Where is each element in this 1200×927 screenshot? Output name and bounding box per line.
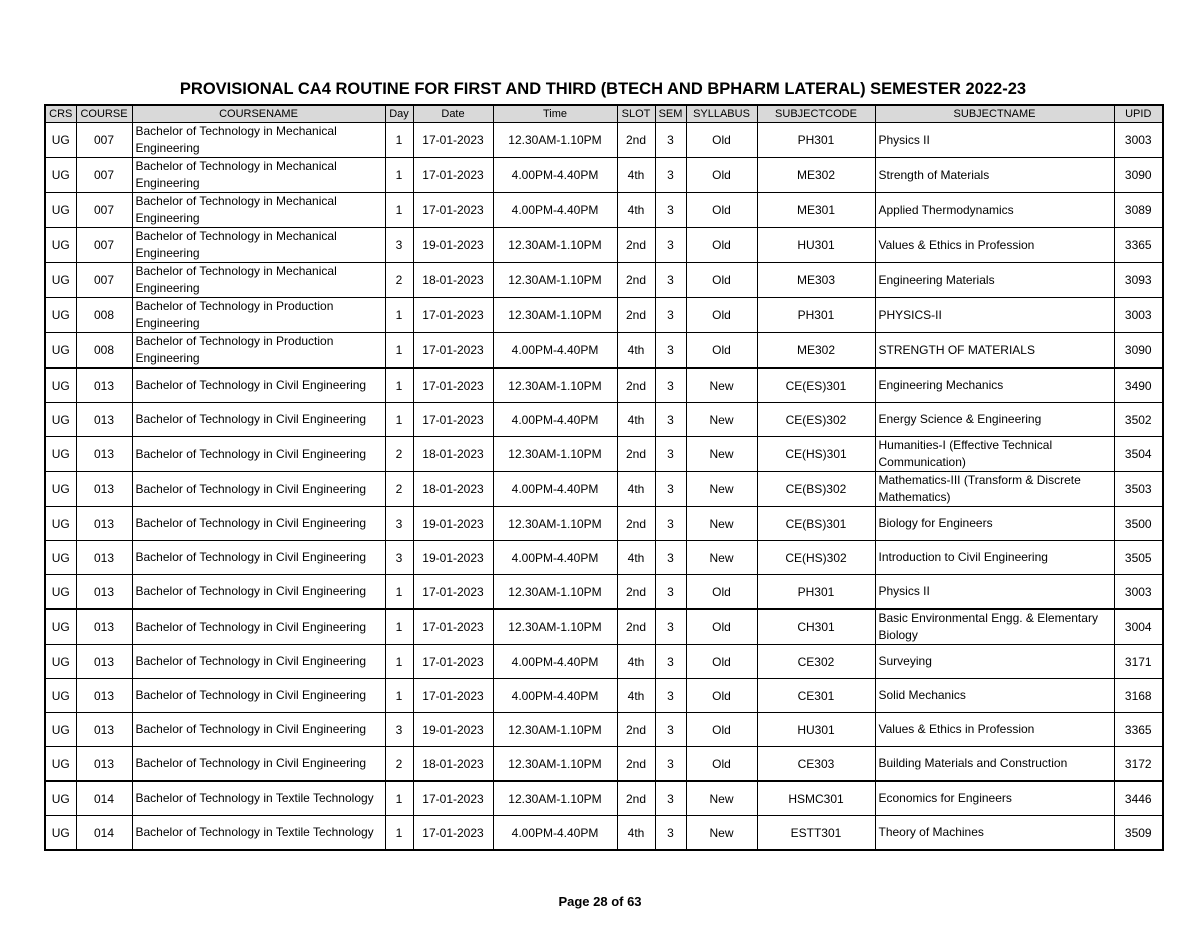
cell-day: 1 <box>385 123 413 158</box>
cell-course: 007 <box>76 228 132 263</box>
cell-slot: 2nd <box>617 298 655 333</box>
cell-course: 014 <box>76 816 132 851</box>
cell-slot: 4th <box>617 679 655 713</box>
table-row <box>45 472 1163 507</box>
cell-date: 19-01-2023 <box>413 541 493 575</box>
cell-coursename: Bachelor of Technology in Civil Engineering <box>132 368 385 403</box>
table-row <box>45 298 1163 333</box>
cell-subjectname: Engineering Materials <box>875 263 1114 298</box>
cell-syllabus: Old <box>686 679 757 713</box>
cell-coursename: Bachelor of Technology in Production Engineering <box>132 333 385 369</box>
cell-day: 1 <box>385 645 413 679</box>
cell-time: 12.30AM-1.10PM <box>493 228 617 263</box>
cell-subjectcode: ESTT301 <box>757 816 875 851</box>
cell-upid: 3509 <box>1114 816 1163 851</box>
table-row <box>45 645 1163 679</box>
cell-crs: UG <box>45 333 76 369</box>
cell-sem: 3 <box>655 403 686 437</box>
cell-subjectcode: PH301 <box>757 123 875 158</box>
cell-subjectcode: ME301 <box>757 193 875 228</box>
cell-upid: 3500 <box>1114 507 1163 541</box>
cell-crs: UG <box>45 228 76 263</box>
cell-time: 12.30AM-1.10PM <box>493 437 617 472</box>
cell-coursename: Bachelor of Technology in Civil Engineering <box>132 679 385 713</box>
cell-coursename: Bachelor of Technology in Civil Engineering <box>132 403 385 437</box>
cell-subjectname: Applied Thermodynamics <box>875 193 1114 228</box>
cell-crs: UG <box>45 472 76 507</box>
cell-syllabus: Old <box>686 298 757 333</box>
cell-coursename: Bachelor of Technology in Civil Engineering <box>132 472 385 507</box>
cell-course: 013 <box>76 507 132 541</box>
cell-crs: UG <box>45 123 76 158</box>
cell-date: 17-01-2023 <box>413 609 493 645</box>
cell-subjectcode: ME303 <box>757 263 875 298</box>
table-row <box>45 679 1163 713</box>
cell-subjectname: Strength of Materials <box>875 158 1114 193</box>
cell-subjectcode: CE302 <box>757 645 875 679</box>
cell-date: 17-01-2023 <box>413 816 493 851</box>
cell-sem: 3 <box>655 368 686 403</box>
cell-date: 17-01-2023 <box>413 368 493 403</box>
cell-subjectname: Basic Environmental Engg. & Elementary Biology <box>875 609 1114 645</box>
cell-subjectname: Introduction to Civil Engineering <box>875 541 1114 575</box>
cell-date: 18-01-2023 <box>413 437 493 472</box>
cell-upid: 3504 <box>1114 437 1163 472</box>
cell-coursename: Bachelor of Technology in Production Engineering <box>132 298 385 333</box>
cell-sem: 3 <box>655 123 686 158</box>
cell-upid: 3090 <box>1114 158 1163 193</box>
cell-subjectcode: CH301 <box>757 609 875 645</box>
cell-coursename: Bachelor of Technology in Mechanical Engineering <box>132 193 385 228</box>
table-row <box>45 368 1163 403</box>
cell-crs: UG <box>45 193 76 228</box>
cell-syllabus: Old <box>686 609 757 645</box>
cell-time: 4.00PM-4.40PM <box>493 403 617 437</box>
cell-day: 1 <box>385 609 413 645</box>
cell-date: 17-01-2023 <box>413 575 493 610</box>
cell-slot: 2nd <box>617 368 655 403</box>
cell-upid: 3168 <box>1114 679 1163 713</box>
cell-sem: 3 <box>655 507 686 541</box>
cell-coursename: Bachelor of Technology in Textile Technology <box>132 816 385 851</box>
cell-crs: UG <box>45 368 76 403</box>
cell-day: 1 <box>385 575 413 610</box>
cell-sem: 3 <box>655 193 686 228</box>
cell-day: 1 <box>385 368 413 403</box>
cell-sem: 3 <box>655 713 686 747</box>
cell-course: 013 <box>76 541 132 575</box>
table-row <box>45 263 1163 298</box>
cell-sem: 3 <box>655 541 686 575</box>
cell-time: 12.30AM-1.10PM <box>493 123 617 158</box>
cell-subjectcode: CE(BS)301 <box>757 507 875 541</box>
cell-slot: 2nd <box>617 507 655 541</box>
cell-day: 1 <box>385 816 413 851</box>
cell-slot: 2nd <box>617 747 655 782</box>
cell-upid: 3004 <box>1114 609 1163 645</box>
cell-coursename: Bachelor of Technology in Civil Engineering <box>132 645 385 679</box>
table-row <box>45 333 1163 369</box>
cell-slot: 2nd <box>617 781 655 816</box>
cell-time: 4.00PM-4.40PM <box>493 645 617 679</box>
cell-sem: 3 <box>655 781 686 816</box>
cell-crs: UG <box>45 679 76 713</box>
col-header-syllabus: SYLLABUS <box>686 105 757 123</box>
cell-time: 12.30AM-1.10PM <box>493 609 617 645</box>
cell-syllabus: New <box>686 507 757 541</box>
cell-slot: 4th <box>617 403 655 437</box>
cell-crs: UG <box>45 263 76 298</box>
cell-upid: 3003 <box>1114 298 1163 333</box>
col-header-time: Time <box>493 105 617 123</box>
cell-crs: UG <box>45 541 76 575</box>
cell-syllabus: New <box>686 437 757 472</box>
cell-crs: UG <box>45 507 76 541</box>
cell-crs: UG <box>45 781 76 816</box>
cell-coursename: Bachelor of Technology in Civil Engineering <box>132 713 385 747</box>
table-row <box>45 747 1163 782</box>
table-row <box>45 816 1163 851</box>
cell-syllabus: Old <box>686 747 757 782</box>
cell-syllabus: New <box>686 472 757 507</box>
cell-slot: 2nd <box>617 228 655 263</box>
cell-crs: UG <box>45 645 76 679</box>
cell-course: 014 <box>76 781 132 816</box>
cell-time: 12.30AM-1.10PM <box>493 575 617 610</box>
cell-day: 1 <box>385 333 413 369</box>
cell-day: 3 <box>385 713 413 747</box>
cell-syllabus: Old <box>686 645 757 679</box>
cell-subjectcode: ME302 <box>757 158 875 193</box>
cell-crs: UG <box>45 713 76 747</box>
cell-syllabus: Old <box>686 158 757 193</box>
cell-course: 013 <box>76 368 132 403</box>
cell-date: 19-01-2023 <box>413 713 493 747</box>
cell-coursename: Bachelor of Technology in Civil Engineering <box>132 437 385 472</box>
cell-syllabus: New <box>686 541 757 575</box>
cell-day: 1 <box>385 781 413 816</box>
cell-subjectname: Theory of Machines <box>875 816 1114 851</box>
col-header-upid: UPID <box>1114 105 1163 123</box>
cell-crs: UG <box>45 158 76 193</box>
cell-upid: 3446 <box>1114 781 1163 816</box>
cell-sem: 3 <box>655 645 686 679</box>
cell-time: 4.00PM-4.40PM <box>493 193 617 228</box>
cell-subjectcode: CE(BS)302 <box>757 472 875 507</box>
cell-crs: UG <box>45 575 76 610</box>
cell-syllabus: Old <box>686 263 757 298</box>
cell-upid: 3505 <box>1114 541 1163 575</box>
cell-crs: UG <box>45 437 76 472</box>
cell-subjectcode: CE(HS)302 <box>757 541 875 575</box>
col-header-sem: SEM <box>655 105 686 123</box>
cell-date: 18-01-2023 <box>413 472 493 507</box>
cell-slot: 4th <box>617 158 655 193</box>
cell-sem: 3 <box>655 679 686 713</box>
cell-upid: 3503 <box>1114 472 1163 507</box>
cell-subjectcode: CE(HS)301 <box>757 437 875 472</box>
cell-upid: 3171 <box>1114 645 1163 679</box>
cell-course: 007 <box>76 193 132 228</box>
cell-upid: 3502 <box>1114 403 1163 437</box>
cell-syllabus: New <box>686 781 757 816</box>
cell-subjectname: Economics for Engineers <box>875 781 1114 816</box>
cell-time: 12.30AM-1.10PM <box>493 298 617 333</box>
cell-syllabus: Old <box>686 193 757 228</box>
cell-subjectcode: CE(ES)302 <box>757 403 875 437</box>
cell-slot: 4th <box>617 333 655 369</box>
cell-sem: 3 <box>655 437 686 472</box>
cell-sem: 3 <box>655 263 686 298</box>
cell-slot: 2nd <box>617 123 655 158</box>
cell-slot: 4th <box>617 193 655 228</box>
cell-day: 3 <box>385 541 413 575</box>
cell-time: 12.30AM-1.10PM <box>493 507 617 541</box>
cell-coursename: Bachelor of Technology in Textile Technology <box>132 781 385 816</box>
cell-time: 4.00PM-4.40PM <box>493 333 617 369</box>
cell-syllabus: Old <box>686 228 757 263</box>
table-row <box>45 437 1163 472</box>
col-header-slot: SLOT <box>617 105 655 123</box>
cell-slot: 2nd <box>617 437 655 472</box>
cell-subjectname: Surveying <box>875 645 1114 679</box>
cell-coursename: Bachelor of Technology in Civil Engineering <box>132 541 385 575</box>
cell-day: 1 <box>385 158 413 193</box>
cell-sem: 3 <box>655 333 686 369</box>
cell-subjectcode: PH301 <box>757 298 875 333</box>
cell-coursename: Bachelor of Technology in Mechanical Engineering <box>132 123 385 158</box>
cell-day: 2 <box>385 472 413 507</box>
cell-coursename: Bachelor of Technology in Civil Engineering <box>132 747 385 782</box>
cell-sem: 3 <box>655 158 686 193</box>
cell-course: 013 <box>76 679 132 713</box>
cell-subjectcode: ME302 <box>757 333 875 369</box>
table-row <box>45 781 1163 816</box>
cell-slot: 4th <box>617 472 655 507</box>
cell-coursename: Bachelor of Technology in Mechanical Engineering <box>132 228 385 263</box>
table-row <box>45 123 1163 158</box>
col-header-subjectname: SUBJECTNAME <box>875 105 1114 123</box>
cell-date: 19-01-2023 <box>413 228 493 263</box>
header-row <box>45 105 1163 123</box>
cell-syllabus: Old <box>686 575 757 610</box>
cell-day: 2 <box>385 437 413 472</box>
cell-date: 17-01-2023 <box>413 403 493 437</box>
col-header-coursename: COURSENAME <box>132 105 385 123</box>
cell-subjectname: Building Materials and Construction <box>875 747 1114 782</box>
cell-upid: 3172 <box>1114 747 1163 782</box>
cell-course: 008 <box>76 298 132 333</box>
cell-date: 17-01-2023 <box>413 193 493 228</box>
cell-subjectcode: HSMC301 <box>757 781 875 816</box>
cell-date: 18-01-2023 <box>413 263 493 298</box>
col-header-day: Day <box>385 105 413 123</box>
cell-course: 013 <box>76 747 132 782</box>
table-row <box>45 575 1163 610</box>
cell-syllabus: Old <box>686 333 757 369</box>
cell-crs: UG <box>45 609 76 645</box>
cell-day: 1 <box>385 403 413 437</box>
cell-slot: 4th <box>617 645 655 679</box>
cell-day: 1 <box>385 298 413 333</box>
cell-date: 19-01-2023 <box>413 507 493 541</box>
cell-sem: 3 <box>655 747 686 782</box>
cell-course: 007 <box>76 158 132 193</box>
routine-body <box>45 123 1163 851</box>
cell-date: 17-01-2023 <box>413 645 493 679</box>
cell-crs: UG <box>45 298 76 333</box>
table-row <box>45 507 1163 541</box>
cell-time: 4.00PM-4.40PM <box>493 541 617 575</box>
cell-date: 17-01-2023 <box>413 333 493 369</box>
cell-subjectcode: CE303 <box>757 747 875 782</box>
cell-syllabus: Old <box>686 123 757 158</box>
cell-syllabus: New <box>686 403 757 437</box>
table-row <box>45 609 1163 645</box>
cell-upid: 3003 <box>1114 575 1163 610</box>
cell-time: 4.00PM-4.40PM <box>493 679 617 713</box>
cell-sem: 3 <box>655 298 686 333</box>
cell-date: 17-01-2023 <box>413 781 493 816</box>
cell-day: 3 <box>385 507 413 541</box>
cell-subjectname: Engineering Mechanics <box>875 368 1114 403</box>
cell-subjectname: Physics II <box>875 123 1114 158</box>
cell-crs: UG <box>45 816 76 851</box>
cell-subjectcode: PH301 <box>757 575 875 610</box>
cell-coursename: Bachelor of Technology in Civil Engineering <box>132 609 385 645</box>
cell-day: 1 <box>385 193 413 228</box>
cell-upid: 3090 <box>1114 333 1163 369</box>
cell-subjectcode: HU301 <box>757 228 875 263</box>
cell-day: 2 <box>385 747 413 782</box>
cell-time: 4.00PM-4.40PM <box>493 472 617 507</box>
page-title: PROVISIONAL CA4 ROUTINE FOR FIRST AND THIRD (BTECH AND BPHARM LATERAL) SEMESTER 2022-23 <box>179 80 1027 98</box>
table-row <box>45 713 1163 747</box>
routine-table <box>44 104 1164 851</box>
cell-syllabus: New <box>686 368 757 403</box>
cell-course: 013 <box>76 645 132 679</box>
table-row <box>45 158 1163 193</box>
cell-subjectname: Physics II <box>875 575 1114 610</box>
cell-upid: 3365 <box>1114 713 1163 747</box>
cell-course: 007 <box>76 263 132 298</box>
cell-subjectcode: CE301 <box>757 679 875 713</box>
cell-day: 3 <box>385 228 413 263</box>
col-header-subjectcode: SUBJECTCODE <box>757 105 875 123</box>
col-header-date: Date <box>413 105 493 123</box>
cell-date: 17-01-2023 <box>413 679 493 713</box>
cell-sem: 3 <box>655 816 686 851</box>
cell-slot: 4th <box>617 816 655 851</box>
cell-day: 1 <box>385 679 413 713</box>
cell-upid: 3003 <box>1114 123 1163 158</box>
cell-coursename: Bachelor of Technology in Mechanical Engineering <box>132 263 385 298</box>
table-row <box>45 541 1163 575</box>
cell-slot: 4th <box>617 541 655 575</box>
cell-time: 12.30AM-1.10PM <box>493 781 617 816</box>
cell-date: 18-01-2023 <box>413 747 493 782</box>
cell-upid: 3093 <box>1114 263 1163 298</box>
cell-crs: UG <box>45 747 76 782</box>
cell-sem: 3 <box>655 472 686 507</box>
cell-time: 12.30AM-1.10PM <box>493 263 617 298</box>
cell-course: 013 <box>76 472 132 507</box>
cell-subjectname: Biology for Engineers <box>875 507 1114 541</box>
cell-crs: UG <box>45 403 76 437</box>
cell-course: 007 <box>76 123 132 158</box>
cell-sem: 3 <box>655 575 686 610</box>
cell-date: 17-01-2023 <box>413 298 493 333</box>
cell-time: 12.30AM-1.10PM <box>493 713 617 747</box>
cell-subjectname: STRENGTH OF MATERIALS <box>875 333 1114 369</box>
table-row <box>45 193 1163 228</box>
cell-subjectname: Values & Ethics in Profession <box>875 713 1114 747</box>
cell-subjectcode: HU301 <box>757 713 875 747</box>
cell-date: 17-01-2023 <box>413 158 493 193</box>
col-header-course: COURSE <box>76 105 132 123</box>
cell-coursename: Bachelor of Technology in Civil Engineering <box>132 507 385 541</box>
cell-slot: 2nd <box>617 575 655 610</box>
cell-date: 17-01-2023 <box>413 123 493 158</box>
page-number: Page 28 of 63 <box>558 894 642 909</box>
col-header-crs: CRS <box>45 105 76 123</box>
cell-subjectname: Values & Ethics in Profession <box>875 228 1114 263</box>
cell-subjectcode: CE(ES)301 <box>757 368 875 403</box>
cell-time: 12.30AM-1.10PM <box>493 747 617 782</box>
cell-time: 4.00PM-4.40PM <box>493 158 617 193</box>
cell-day: 2 <box>385 263 413 298</box>
cell-course: 013 <box>76 437 132 472</box>
cell-upid: 3490 <box>1114 368 1163 403</box>
cell-course: 013 <box>76 575 132 610</box>
cell-subjectname: Energy Science & Engineering <box>875 403 1114 437</box>
cell-syllabus: Old <box>686 713 757 747</box>
cell-upid: 3089 <box>1114 193 1163 228</box>
cell-sem: 3 <box>655 609 686 645</box>
cell-subjectname: Mathematics-III (Transform & Discrete Mathematics) <box>875 472 1114 507</box>
table-row <box>45 403 1163 437</box>
table-row <box>45 228 1163 263</box>
cell-slot: 2nd <box>617 713 655 747</box>
cell-subjectname: Solid Mechanics <box>875 679 1114 713</box>
cell-subjectname: PHYSICS-II <box>875 298 1114 333</box>
cell-course: 008 <box>76 333 132 369</box>
cell-time: 4.00PM-4.40PM <box>493 816 617 851</box>
cell-course: 013 <box>76 403 132 437</box>
cell-subjectname: Humanities-I (Effective Technical Communication) <box>875 437 1114 472</box>
cell-time: 12.30AM-1.10PM <box>493 368 617 403</box>
cell-course: 013 <box>76 609 132 645</box>
cell-slot: 2nd <box>617 609 655 645</box>
cell-coursename: Bachelor of Technology in Civil Engineering <box>132 575 385 610</box>
cell-slot: 2nd <box>617 263 655 298</box>
cell-syllabus: New <box>686 816 757 851</box>
cell-course: 013 <box>76 713 132 747</box>
cell-sem: 3 <box>655 228 686 263</box>
cell-upid: 3365 <box>1114 228 1163 263</box>
cell-coursename: Bachelor of Technology in Mechanical Engineering <box>132 158 385 193</box>
